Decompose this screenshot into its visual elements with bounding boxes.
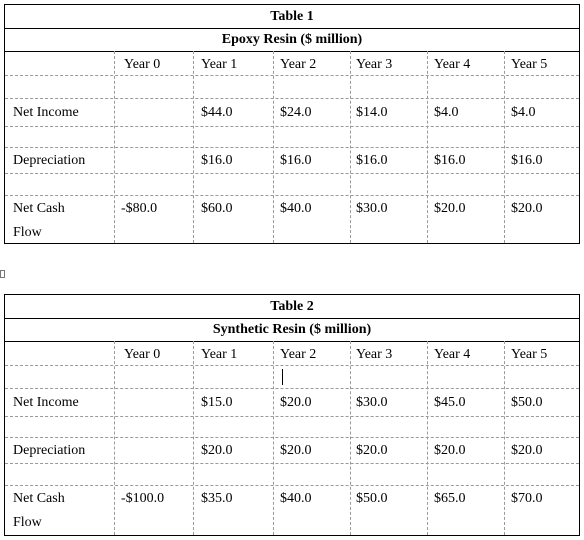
- table-title: Table 1: [5, 5, 579, 29]
- table-cell: $16.0: [356, 153, 388, 168]
- row-label: Flow: [13, 515, 42, 530]
- table-cell: -$100.0: [121, 491, 165, 506]
- table-subtitle: Synthetic Resin ($ million): [5, 318, 579, 342]
- table-cell: $20.0: [511, 201, 543, 216]
- table-cell: $50.0: [356, 491, 388, 506]
- row-label: Depreciation: [13, 443, 86, 458]
- table-cell: $65.0: [434, 491, 466, 506]
- table-cell: $16.0: [280, 153, 312, 168]
- column-header: Year 2: [280, 57, 317, 72]
- table-grid: [5, 341, 579, 535]
- table-cell: $60.0: [201, 201, 233, 216]
- column-header: Year 1: [201, 57, 238, 72]
- table-grid: [5, 51, 579, 243]
- table-cell: $70.0: [511, 491, 543, 506]
- row-label: Net Income: [13, 395, 79, 410]
- table-cell: $20.0: [356, 443, 388, 458]
- table-cell: $16.0: [434, 153, 466, 168]
- table-2: [4, 294, 580, 536]
- table-anchor-icon[interactable]: [0, 270, 5, 278]
- table-subtitle: Epoxy Resin ($ million): [5, 28, 579, 52]
- row-label: Net Cash: [13, 201, 65, 216]
- table-cell: $50.0: [511, 395, 543, 410]
- column-header: Year 5: [511, 57, 548, 72]
- column-header: Year 2: [280, 347, 317, 362]
- column-header: Year 3: [356, 57, 393, 72]
- table-cell: $44.0: [201, 105, 233, 120]
- table-cell: $20.0: [434, 443, 466, 458]
- table-cell: $4.0: [434, 105, 459, 120]
- row-label: Flow: [13, 225, 42, 240]
- table-cell: $4.0: [511, 105, 536, 120]
- table-cell: $20.0: [280, 443, 312, 458]
- column-header: Year 0: [124, 347, 161, 362]
- table-cell: $20.0: [280, 395, 312, 410]
- column-header: Year 4: [434, 347, 471, 362]
- table-cell: $40.0: [280, 491, 312, 506]
- table-cell: $24.0: [280, 105, 312, 120]
- table-cell: -$80.0: [121, 201, 158, 216]
- column-header: Year 1: [201, 347, 238, 362]
- table-cell: $15.0: [201, 395, 233, 410]
- column-header: Year 4: [434, 57, 471, 72]
- table-title: Table 2: [5, 295, 579, 319]
- table-cell: $16.0: [511, 153, 543, 168]
- table-cell: $40.0: [280, 201, 312, 216]
- column-header: Year 3: [356, 347, 393, 362]
- table-cell: $45.0: [434, 395, 466, 410]
- table-cell: $30.0: [356, 201, 388, 216]
- row-label: Net Income: [13, 105, 79, 120]
- column-header: Year 5: [511, 347, 548, 362]
- row-label: Net Cash: [13, 491, 65, 506]
- table-cell: $20.0: [434, 201, 466, 216]
- table-cell: $14.0: [356, 105, 388, 120]
- row-label: Depreciation: [13, 153, 86, 168]
- table-cell: $20.0: [511, 443, 543, 458]
- table-cell: $30.0: [356, 395, 388, 410]
- text-cursor: [282, 369, 283, 385]
- table-cell: $35.0: [201, 491, 233, 506]
- table-cell: $20.0: [201, 443, 233, 458]
- column-header: Year 0: [124, 57, 161, 72]
- table-1: [4, 4, 580, 244]
- table-cell: $16.0: [201, 153, 233, 168]
